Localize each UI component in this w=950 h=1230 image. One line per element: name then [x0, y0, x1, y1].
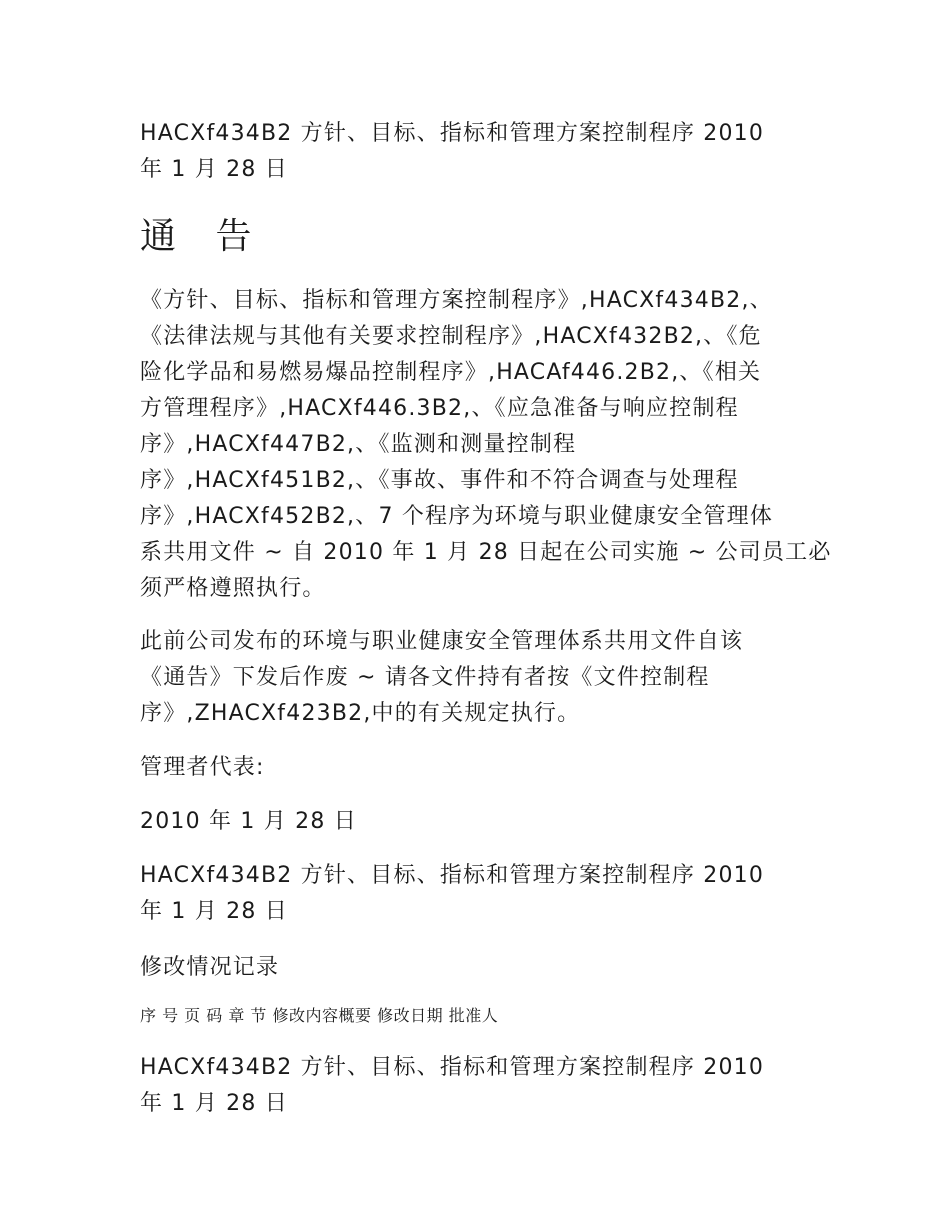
header-line: HACXf434B2 方针、目标、指标和管理方案控制程序 2010 — [140, 121, 765, 146]
notice-title: 通 告 — [140, 216, 266, 257]
rep-label-text: 管理者代表: — [140, 755, 265, 780]
body-line: 《通告》下发后作废 ~ 请各文件持有者按《文件控制程 — [140, 665, 710, 690]
revision-title-text: 修改情况记录 — [140, 955, 280, 980]
body-line: 序》,HACXf451B2,、《事故、事件和不符合调查与处理程 — [140, 468, 739, 493]
body-line: 系共用文件 ~ 自 2010 年 1 月 28 日起在公司实施 ~ 公司员工必 — [140, 540, 832, 565]
signature-date — [140, 804, 820, 840]
body-line: 序》,HACXf447B2,、《监测和测量控制程 — [140, 432, 577, 457]
notice-body — [140, 283, 832, 607]
page-header — [140, 116, 820, 188]
body-line: 序》,ZHACXf423B2,中的有关规定执行。 — [140, 701, 581, 726]
body-line: 序》,HACXf452B2,、7 个程序为环境与职业健康安全管理体 — [140, 504, 774, 529]
body-line: 《方针、目标、指标和管理方案控制程序》,HACXf434B2,、 — [140, 288, 773, 313]
body-line: 须严格遵照执行。 — [140, 576, 326, 601]
header-line: 年 1 月 28 日 — [140, 157, 288, 182]
revision-columns-text: 序 号 页 码 章 节 修改内容概要 修改日期 批准人 — [140, 1006, 499, 1025]
page-header — [140, 858, 820, 930]
body-line: 此前公司发布的环境与职业健康安全管理体系共用文件自该 — [140, 629, 744, 654]
body-line: 方管理程序》,HACXf446.3B2,、《应急准备与响应控制程 — [140, 396, 739, 421]
revision-table-header — [140, 1004, 498, 1028]
header-line: HACXf434B2 方针、目标、指标和管理方案控制程序 2010 — [140, 863, 765, 888]
rep-date-text: 2010 年 1 月 28 日 — [140, 809, 357, 834]
body-line: 《法律法规与其他有关要求控制程序》,HACXf432B2,、《危 — [140, 324, 762, 349]
page-header — [140, 1050, 820, 1122]
header-line: 年 1 月 28 日 — [140, 1091, 288, 1116]
body-line: 险化学品和易燃易爆品控制程序》,HACAf446.2B2,、《相关 — [140, 360, 762, 385]
management-representative-label — [140, 750, 820, 786]
revision-record-title — [140, 950, 820, 986]
header-line: HACXf434B2 方针、目标、指标和管理方案控制程序 2010 — [140, 1055, 765, 1080]
abolish-paragraph — [140, 624, 820, 732]
header-line: 年 1 月 28 日 — [140, 899, 288, 924]
